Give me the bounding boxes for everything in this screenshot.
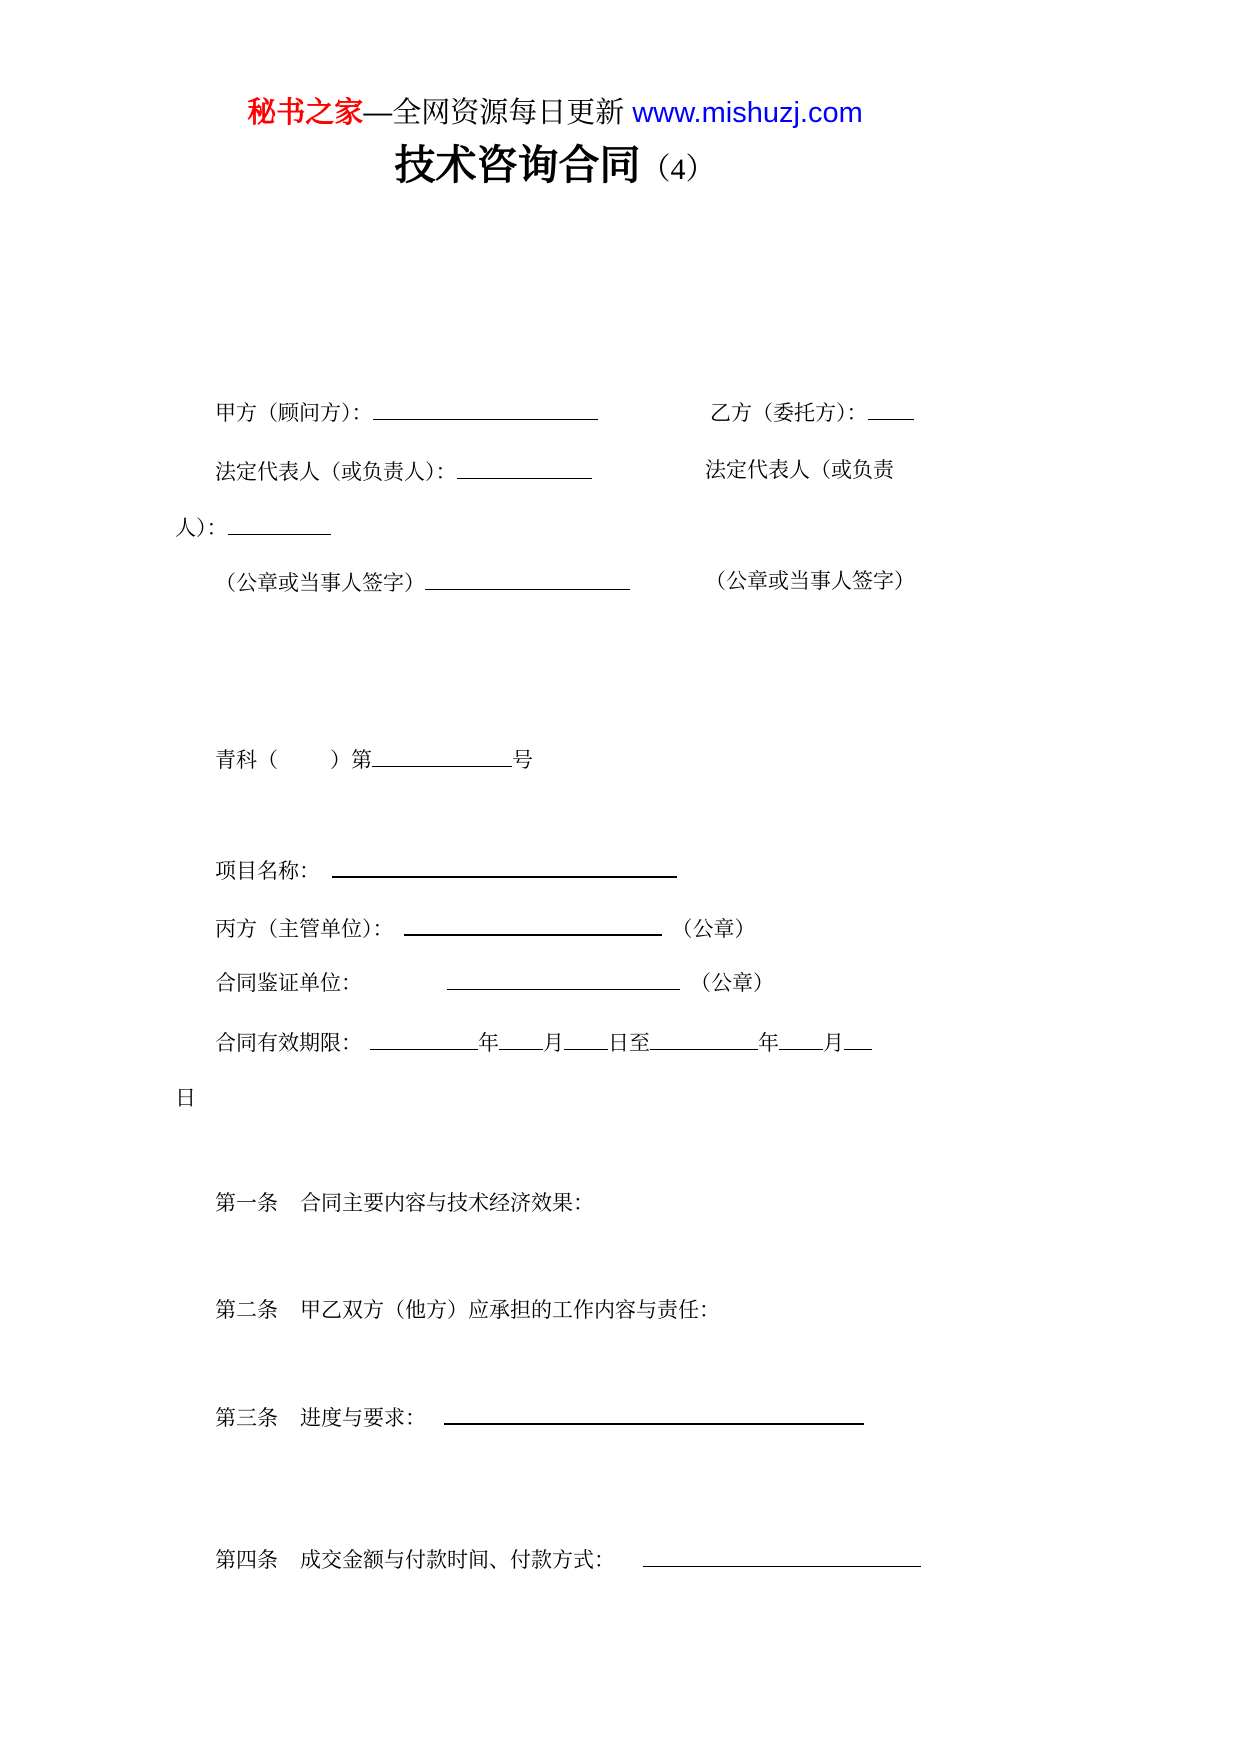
website-url-link[interactable]: www.mishuzj.com bbox=[632, 97, 863, 129]
project-name-line bbox=[215, 855, 677, 885]
document-title bbox=[0, 132, 1110, 191]
seal-sign-right-label: （公章或当事人签字） bbox=[705, 569, 915, 593]
validity-start-month-blank bbox=[499, 1028, 543, 1050]
attestation-blank bbox=[447, 968, 680, 990]
header-promo-line bbox=[0, 90, 1110, 131]
seal-sign-right-line bbox=[705, 568, 915, 595]
party-c-label: 丙方（主管单位）： bbox=[215, 917, 394, 941]
party-c-seal-label: （公章） bbox=[671, 917, 756, 941]
article-4-text: 成交金额与付款时间、付款方式： bbox=[300, 1548, 615, 1572]
party-a-line bbox=[215, 398, 598, 427]
validity-end-month-label: 月 bbox=[823, 1031, 844, 1055]
validity-start-year-label: 年 bbox=[478, 1031, 499, 1055]
party-b-line bbox=[710, 398, 914, 427]
validity-day-wrap-line bbox=[175, 1085, 196, 1112]
article-3-blank bbox=[444, 1402, 864, 1425]
party-b-blank bbox=[868, 398, 914, 420]
project-name-label: 项目名称： bbox=[215, 859, 320, 883]
title-number: （4） bbox=[640, 153, 716, 186]
validity-end-month-blank bbox=[779, 1028, 823, 1050]
validity-end-day-blank bbox=[844, 1028, 872, 1050]
doc-no-suffix: 号 bbox=[512, 748, 533, 772]
attestation-seal-label: （公章） bbox=[690, 971, 774, 995]
article-3-text: 进度与要求： bbox=[300, 1406, 426, 1430]
title-text: 技术咨询合同 bbox=[394, 142, 641, 188]
article-1-text: 合同主要内容与技术经济效果： bbox=[300, 1191, 594, 1215]
brand-name: 秘书之家 bbox=[247, 97, 364, 129]
validity-start-month-label: 月 bbox=[543, 1031, 564, 1055]
article-4-blank bbox=[643, 1545, 921, 1567]
rep-b-blank bbox=[228, 513, 331, 535]
validity-day-to-label: 日至 bbox=[608, 1031, 650, 1055]
seal-sign-left-blank bbox=[425, 568, 630, 590]
rep-b-label-line2: 人）： bbox=[175, 516, 228, 540]
rep-a-line bbox=[215, 457, 592, 486]
rep-b-line-2 bbox=[175, 513, 331, 542]
party-a-label: 甲方（顾问方）： bbox=[215, 401, 373, 425]
party-c-line bbox=[215, 913, 756, 943]
article-2-number: 第二条 bbox=[215, 1298, 278, 1322]
seal-sign-left-label: （公章或当事人签字） bbox=[215, 571, 425, 595]
rep-b-line-1 bbox=[705, 457, 894, 484]
validity-line bbox=[215, 1028, 872, 1057]
article-2-line bbox=[215, 1297, 720, 1324]
doc-number-line bbox=[215, 745, 533, 774]
rep-a-blank bbox=[457, 457, 592, 479]
attestation-line bbox=[215, 968, 774, 997]
validity-start-day-blank bbox=[564, 1028, 608, 1050]
party-c-blank bbox=[404, 913, 662, 936]
rep-b-label-line1: 法定代表人（或负责 bbox=[705, 458, 894, 482]
validity-end-year-label: 年 bbox=[758, 1031, 779, 1055]
doc-no-close: ）第 bbox=[330, 748, 372, 772]
article-1-line bbox=[215, 1190, 594, 1217]
article-4-line bbox=[215, 1545, 921, 1574]
article-2-text: 甲乙双方（他方）应承担的工作内容与责任： bbox=[300, 1298, 720, 1322]
doc-no-prefix: 青科（ bbox=[215, 748, 278, 772]
article-3-line bbox=[215, 1402, 864, 1432]
article-3-number: 第三条 bbox=[215, 1406, 278, 1430]
project-name-blank bbox=[332, 855, 677, 878]
party-b-label: 乙方（委托方）： bbox=[710, 401, 868, 425]
article-4-number: 第四条 bbox=[215, 1548, 278, 1572]
attestation-label: 合同鉴证单位： bbox=[215, 971, 362, 995]
doc-no-blank bbox=[372, 745, 512, 767]
validity-end-day-label: 日 bbox=[175, 1086, 196, 1110]
header-tagline: —全网资源每日更新 bbox=[363, 97, 633, 129]
validity-start-year-blank bbox=[370, 1028, 478, 1050]
validity-end-year-blank bbox=[650, 1028, 758, 1050]
seal-sign-left-line bbox=[215, 568, 630, 597]
article-1-number: 第一条 bbox=[215, 1191, 278, 1215]
party-a-blank bbox=[373, 398, 598, 420]
validity-label: 合同有效期限： bbox=[215, 1031, 362, 1055]
rep-a-label: 法定代表人（或负责人）： bbox=[215, 460, 457, 484]
